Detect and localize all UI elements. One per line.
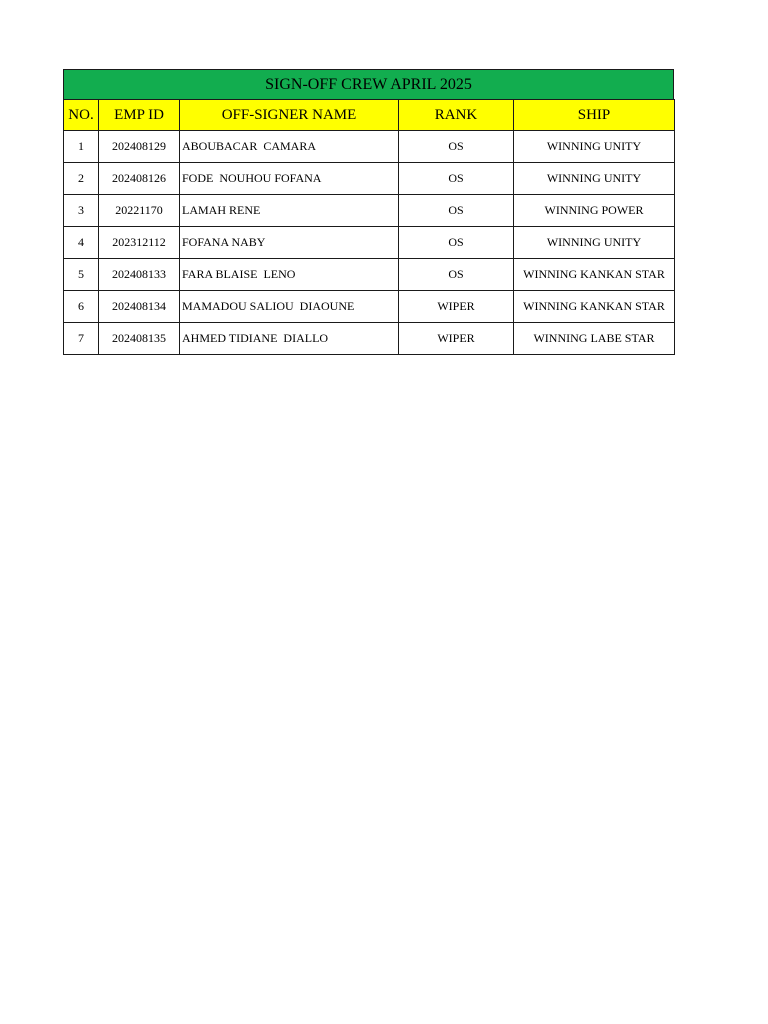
- cell-name: MAMADOU SALIOU DIAOUNE: [180, 291, 399, 323]
- header-name: OFF-SIGNER NAME: [180, 100, 399, 131]
- table-row: [64, 291, 675, 323]
- cell-rank: OS: [399, 195, 514, 227]
- cell-name: AHMED TIDIANE DIALLO: [180, 323, 399, 355]
- sheet-title: SIGN-OFF CREW APRIL 2025: [63, 69, 674, 99]
- table-row: [64, 227, 675, 259]
- cell-name: LAMAH RENE: [180, 195, 399, 227]
- crew-sheet: [63, 69, 674, 355]
- cell-ship: WINNING UNITY: [514, 163, 675, 195]
- cell-rank: WIPER: [399, 291, 514, 323]
- cell-no: 3: [64, 195, 99, 227]
- cell-emp-id: 202408126: [99, 163, 180, 195]
- cell-no: 6: [64, 291, 99, 323]
- crew-table: [63, 99, 675, 355]
- cell-ship: WINNING UNITY: [514, 227, 675, 259]
- cell-emp-id: 20221170: [99, 195, 180, 227]
- cell-rank: OS: [399, 163, 514, 195]
- cell-ship: WINNING UNITY: [514, 131, 675, 163]
- cell-rank: OS: [399, 259, 514, 291]
- cell-rank: OS: [399, 227, 514, 259]
- cell-name: FARA BLAISE LENO: [180, 259, 399, 291]
- cell-emp-id: 202408135: [99, 323, 180, 355]
- cell-name: ABOUBACAR CAMARA: [180, 131, 399, 163]
- table-row: [64, 195, 675, 227]
- table-row: [64, 163, 675, 195]
- cell-no: 5: [64, 259, 99, 291]
- cell-emp-id: 202408134: [99, 291, 180, 323]
- header-no: NO.: [64, 100, 99, 131]
- header-rank: RANK: [399, 100, 514, 131]
- table-row: [64, 259, 675, 291]
- cell-ship: WINNING KANKAN STAR: [514, 259, 675, 291]
- header-emp-id: EMP ID: [99, 100, 180, 131]
- cell-ship: WINNING POWER: [514, 195, 675, 227]
- cell-no: 4: [64, 227, 99, 259]
- table-row: [64, 323, 675, 355]
- cell-no: 1: [64, 131, 99, 163]
- cell-no: 2: [64, 163, 99, 195]
- cell-name: FODE NOUHOU FOFANA: [180, 163, 399, 195]
- cell-no: 7: [64, 323, 99, 355]
- cell-rank: WIPER: [399, 323, 514, 355]
- cell-emp-id: 202408129: [99, 131, 180, 163]
- header-row: [64, 100, 675, 131]
- cell-ship: WINNING KANKAN STAR: [514, 291, 675, 323]
- cell-rank: OS: [399, 131, 514, 163]
- cell-name: FOFANA NABY: [180, 227, 399, 259]
- cell-ship: WINNING LABE STAR: [514, 323, 675, 355]
- cell-emp-id: 202408133: [99, 259, 180, 291]
- header-ship: SHIP: [514, 100, 675, 131]
- table-row: [64, 131, 675, 163]
- cell-emp-id: 202312112: [99, 227, 180, 259]
